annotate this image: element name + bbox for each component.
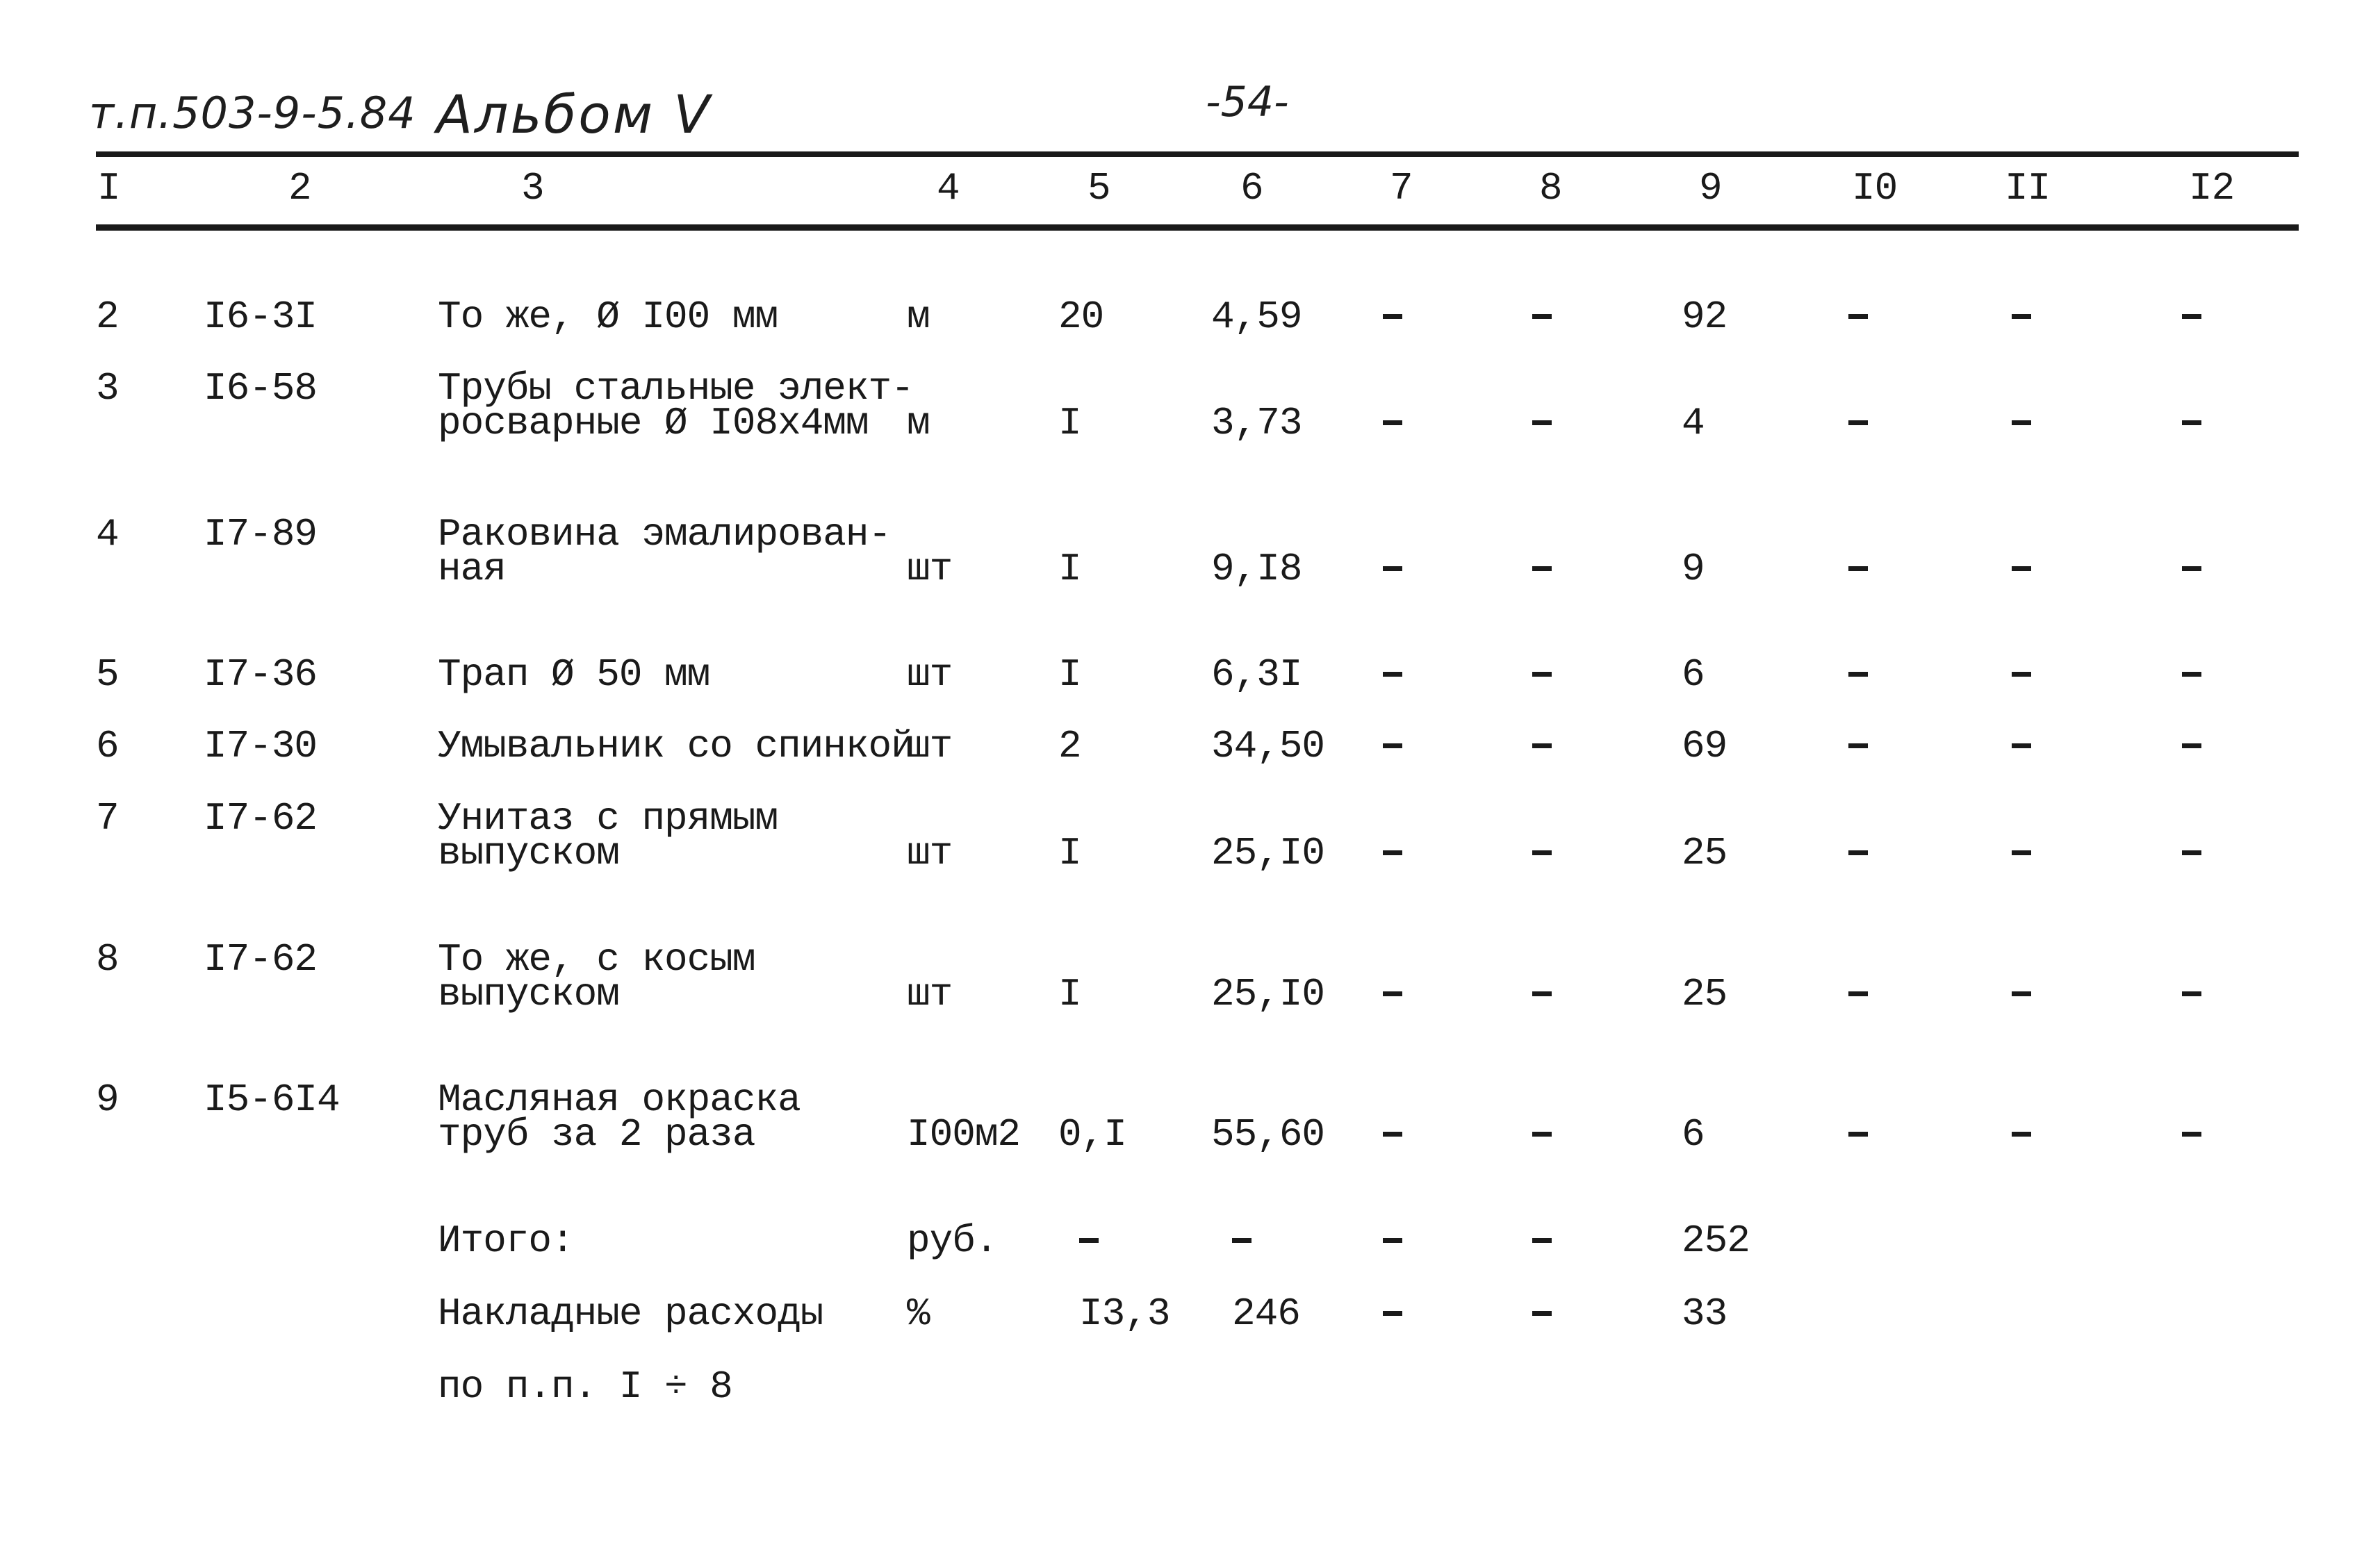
summary-2-c8-dash bbox=[1532, 1311, 1552, 1316]
row-9-total: 6 bbox=[1682, 1112, 1705, 1157]
row-3-name-line: росварные Ø I08x4мм bbox=[438, 401, 869, 445]
row-6-total: 69 bbox=[1682, 724, 1727, 768]
row-8-name-line: выпуском bbox=[438, 972, 619, 1016]
row-7-quantity: I bbox=[1058, 831, 1081, 875]
summary-1-price-dash bbox=[1232, 1238, 1251, 1243]
row-7-c10-dash bbox=[1848, 850, 1868, 855]
summary-1-c7-dash bbox=[1383, 1238, 1402, 1243]
row-4-code: I7-89 bbox=[204, 512, 318, 556]
column-header-3: 3 bbox=[521, 166, 544, 211]
row-7-c7-dash bbox=[1383, 850, 1402, 855]
row-9-name-line: труб за 2 раза bbox=[438, 1112, 755, 1157]
column-header-7: 7 bbox=[1390, 166, 1413, 211]
row-3-c8-dash bbox=[1532, 420, 1552, 425]
row-5-c11-dash bbox=[2012, 672, 2031, 677]
row-6-unit: шт bbox=[907, 724, 953, 768]
row-6-number: 6 bbox=[96, 724, 119, 768]
summary-2-price: 246 bbox=[1232, 1292, 1300, 1336]
row-6-code: I7-30 bbox=[204, 724, 318, 768]
row-8-c11-dash bbox=[2012, 991, 2031, 996]
row-8-c8-dash bbox=[1532, 991, 1552, 996]
row-7-c8-dash bbox=[1532, 850, 1552, 855]
row-5-c7-dash bbox=[1383, 672, 1402, 677]
row-9-unit: I00м2 bbox=[907, 1112, 1021, 1157]
summary-1-qty-dash bbox=[1079, 1238, 1099, 1243]
row-8-total: 25 bbox=[1682, 972, 1727, 1016]
summary-1-name-line: Итого: bbox=[438, 1219, 574, 1263]
row-8-c10-dash bbox=[1848, 991, 1868, 996]
row-5-c10-dash bbox=[1848, 672, 1868, 677]
row-9-c11-dash bbox=[2012, 1132, 2031, 1137]
row-8-code: I7-62 bbox=[204, 937, 318, 982]
row-8-name-line: То же, с косым bbox=[438, 937, 755, 982]
row-9-c7-dash bbox=[1383, 1132, 1402, 1137]
row-6-c7-dash bbox=[1383, 743, 1402, 748]
row-3-quantity: I bbox=[1058, 401, 1081, 445]
row-8-c12-dash bbox=[2182, 991, 2201, 996]
row-4-name-line: Раковина эмалирован- bbox=[438, 512, 892, 556]
row-9-quantity: 0,I bbox=[1058, 1112, 1126, 1157]
column-header-12: I2 bbox=[2189, 166, 2235, 211]
row-2-unit: м bbox=[907, 295, 930, 339]
row-4-c10-dash bbox=[1848, 566, 1868, 571]
row-2-quantity: 20 bbox=[1058, 295, 1104, 339]
row-5-code: I7-36 bbox=[204, 652, 318, 697]
row-3-unit: м bbox=[907, 401, 930, 445]
row-3-c11-dash bbox=[2012, 420, 2031, 425]
row-2-name-line: То же, Ø I00 мм bbox=[438, 295, 778, 339]
row-3-number: 3 bbox=[96, 366, 119, 411]
row-2-c11-dash bbox=[2012, 314, 2031, 319]
row-5-unit: шт bbox=[907, 652, 953, 697]
row-9-number: 9 bbox=[96, 1078, 119, 1122]
document-code: т.п.503-9-5.84 bbox=[89, 88, 416, 138]
row-4-c7-dash bbox=[1383, 566, 1402, 571]
row-3-c10-dash bbox=[1848, 420, 1868, 425]
summary-2-qty: I3,3 bbox=[1079, 1292, 1170, 1336]
row-2-c10-dash bbox=[1848, 314, 1868, 319]
row-4-name-line: ная bbox=[438, 547, 506, 591]
row-2-c8-dash bbox=[1532, 314, 1552, 319]
row-4-c11-dash bbox=[2012, 566, 2031, 571]
row-4-number: 4 bbox=[96, 512, 119, 556]
column-header-9: 9 bbox=[1699, 166, 1722, 211]
row-4-quantity: I bbox=[1058, 547, 1081, 591]
row-3-price: 3,73 bbox=[1211, 401, 1302, 445]
row-5-c8-dash bbox=[1532, 672, 1552, 677]
row-2-total: 92 bbox=[1682, 295, 1727, 339]
column-header-4: 4 bbox=[937, 166, 960, 211]
column-header-1: I bbox=[97, 166, 120, 211]
row-6-name-line: Умывальник со спинкой bbox=[438, 724, 914, 768]
row-2-c12-dash bbox=[2182, 314, 2201, 319]
row-6-price: 34,50 bbox=[1211, 724, 1325, 768]
column-header-11: II bbox=[2005, 166, 2051, 211]
column-header-5: 5 bbox=[1088, 166, 1110, 211]
row-9-c8-dash bbox=[1532, 1132, 1552, 1137]
column-header-2: 2 bbox=[288, 166, 311, 211]
row-3-c12-dash bbox=[2182, 420, 2201, 425]
row-6-c10-dash bbox=[1848, 743, 1868, 748]
column-header-10: I0 bbox=[1852, 166, 1898, 211]
row-7-unit: шт bbox=[907, 831, 953, 875]
row-4-c12-dash bbox=[2182, 566, 2201, 571]
summary-2-name-line: Накладные расходы bbox=[438, 1292, 823, 1336]
header-bottom-rule bbox=[96, 224, 2299, 231]
row-9-price: 55,60 bbox=[1211, 1112, 1325, 1157]
row-7-c12-dash bbox=[2182, 850, 2201, 855]
row-7-total: 25 bbox=[1682, 831, 1727, 875]
row-7-number: 7 bbox=[96, 796, 119, 841]
summary-2-c7-dash bbox=[1383, 1311, 1402, 1316]
row-7-name-line: Унитаз с прямым bbox=[438, 796, 778, 841]
summary-1-unit: руб. bbox=[907, 1219, 998, 1263]
row-4-total: 9 bbox=[1682, 547, 1705, 591]
row-2-code: I6-3I bbox=[204, 295, 318, 339]
row-4-c8-dash bbox=[1532, 566, 1552, 571]
row-7-c11-dash bbox=[2012, 850, 2031, 855]
row-2-number: 2 bbox=[96, 295, 119, 339]
row-2-c7-dash bbox=[1383, 314, 1402, 319]
summary-2-total: 33 bbox=[1682, 1292, 1727, 1336]
row-5-price: 6,3I bbox=[1211, 652, 1302, 697]
row-7-price: 25,I0 bbox=[1211, 831, 1325, 875]
row-9-name-line: Масляная окраска bbox=[438, 1078, 801, 1122]
row-6-quantity: 2 bbox=[1058, 724, 1081, 768]
row-8-quantity: I bbox=[1058, 972, 1081, 1016]
row-6-c8-dash bbox=[1532, 743, 1552, 748]
row-5-name-line: Трап Ø 50 мм bbox=[438, 652, 710, 697]
row-8-unit: шт bbox=[907, 972, 953, 1016]
row-8-number: 8 bbox=[96, 937, 119, 982]
album-title: Альбом V bbox=[436, 83, 712, 145]
row-8-price: 25,I0 bbox=[1211, 972, 1325, 1016]
row-3-c7-dash bbox=[1383, 420, 1402, 425]
summary-1-total: 252 bbox=[1682, 1219, 1750, 1263]
row-7-code: I7-62 bbox=[204, 796, 318, 841]
row-5-quantity: I bbox=[1058, 652, 1081, 697]
row-3-total: 4 bbox=[1682, 401, 1705, 445]
summary-2-unit: % bbox=[907, 1292, 930, 1336]
row-6-c11-dash bbox=[2012, 743, 2031, 748]
page-number: -54- bbox=[1206, 78, 1289, 126]
row-8-c7-dash bbox=[1383, 991, 1402, 996]
row-3-code: I6-58 bbox=[204, 366, 318, 411]
summary-1-c8-dash bbox=[1532, 1238, 1552, 1243]
row-9-c10-dash bbox=[1848, 1132, 1868, 1137]
row-9-code: I5-6I4 bbox=[204, 1078, 340, 1122]
summary-2-name-line: по п.п. I ÷ 8 bbox=[438, 1364, 732, 1409]
row-6-c12-dash bbox=[2182, 743, 2201, 748]
row-5-total: 6 bbox=[1682, 652, 1705, 697]
row-4-price: 9,I8 bbox=[1211, 547, 1302, 591]
row-7-name-line: выпуском bbox=[438, 831, 619, 875]
table-top-rule bbox=[96, 151, 2299, 157]
row-9-c12-dash bbox=[2182, 1132, 2201, 1137]
row-2-price: 4,59 bbox=[1211, 295, 1302, 339]
column-header-8: 8 bbox=[1539, 166, 1562, 211]
row-4-unit: шт bbox=[907, 547, 953, 591]
row-5-c12-dash bbox=[2182, 672, 2201, 677]
column-header-6: 6 bbox=[1240, 166, 1263, 211]
row-5-number: 5 bbox=[96, 652, 119, 697]
row-3-name-line: Трубы стальные элект- bbox=[438, 366, 914, 411]
